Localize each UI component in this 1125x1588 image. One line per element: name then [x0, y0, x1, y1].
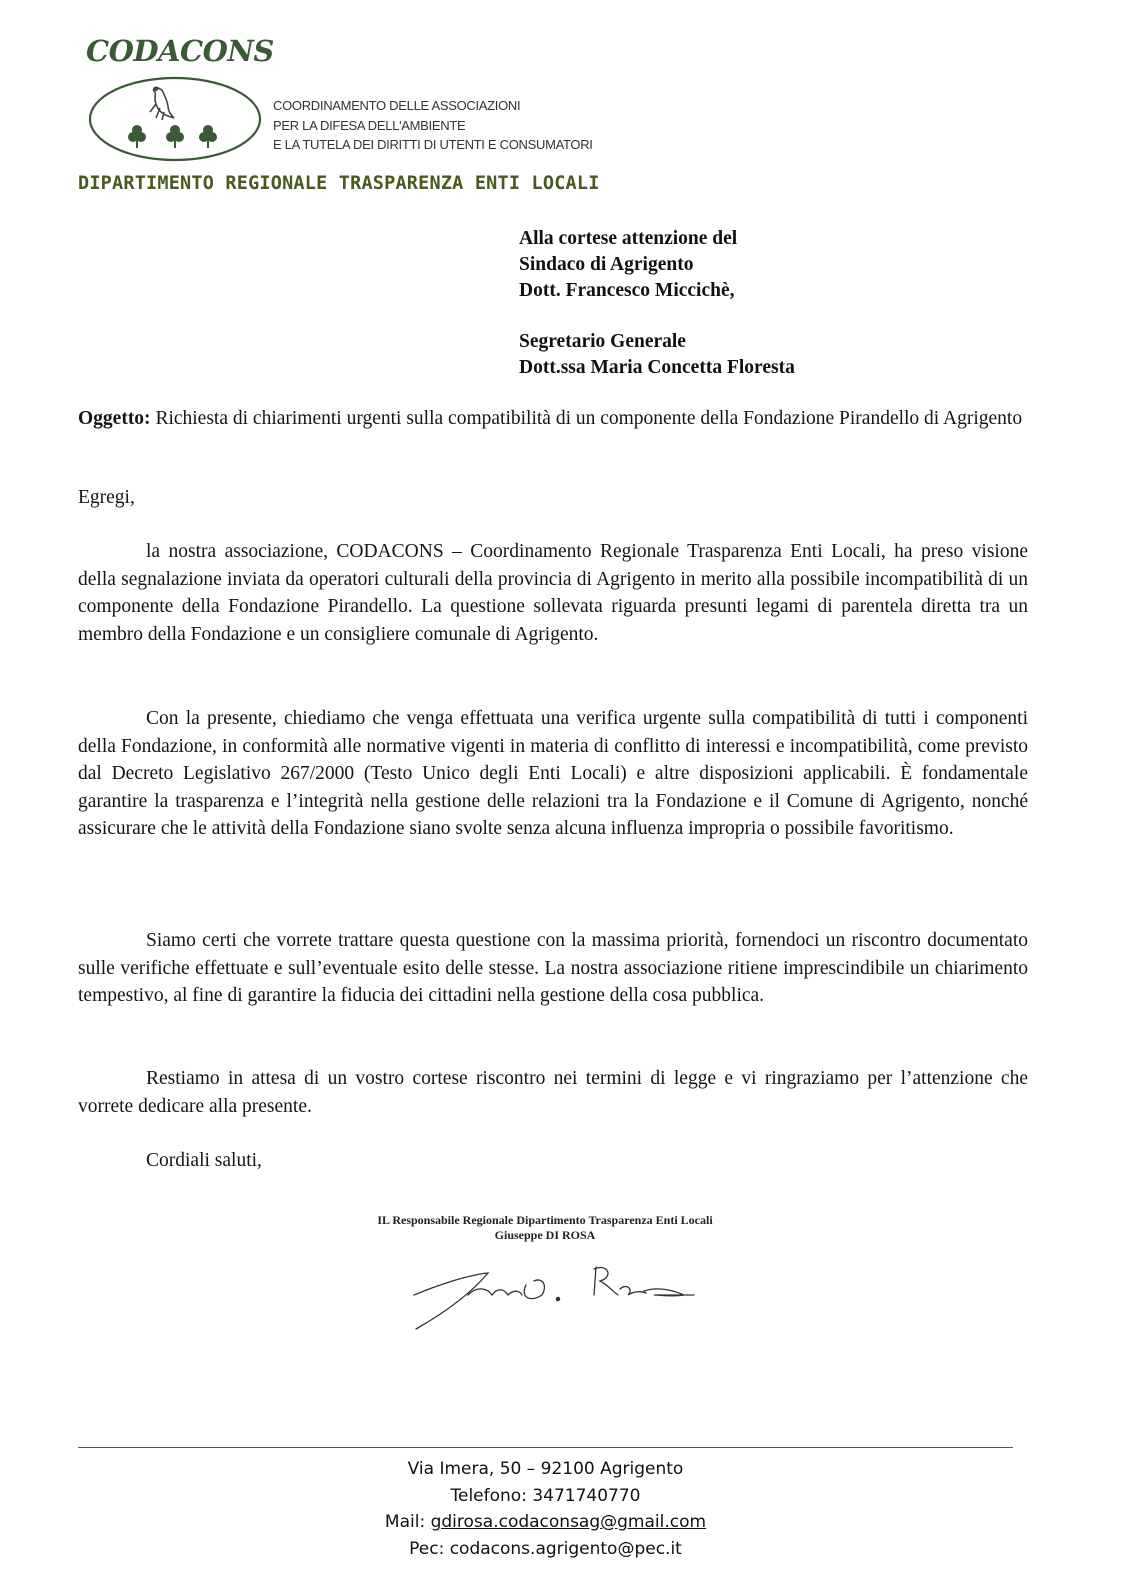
body-paragraph: Restiamo in attesa di un vostro cortese riscontro nei termini di legge e vi ringraziamo per l’attenzione che vorrete dedicare alla presente.: [78, 1068, 1028, 1117]
eagle-icon: [150, 87, 174, 120]
subject: [78, 405, 1028, 433]
footer-pec: Pec: codacons.agrigento@pec.it: [409, 1538, 682, 1559]
signature-role: IL Responsabile Regionale Dipartimento Trasparenza Enti Locali: [377, 1213, 713, 1227]
footer-mail-label: Mail:: [384, 1512, 431, 1532]
logo-tagline: [273, 96, 593, 155]
closing: Cordiali saluti,: [146, 1150, 262, 1171]
handwritten-signature: [408, 1255, 698, 1335]
recipients-block: [519, 226, 795, 381]
greeting: Egregi,: [78, 487, 135, 508]
clover-icon: [128, 125, 217, 148]
recipient-line: Dott.ssa Maria Concetta Floresta: [519, 357, 795, 379]
subject-label: Oggetto:: [78, 408, 151, 429]
body-paragraph: Siamo certi che vorrete trattare questa questione con la massima priorità, fornendoci un riscontro documentato sulle verifiche effettuate e sull’eventuale esito delle stesse. La nostra associazione ritiene imprescindibile un chiarimento tempestivo, al fine di garantire la fiducia dei cittadini nella gestione della cosa pubblica.: [78, 930, 1028, 1007]
recipient-line: Alla cortese attenzione del: [519, 228, 738, 249]
subject-text: Richiesta di chiarimenti urgenti sulla compatibilità di un componente della Fondazione Pirandello di Agrigento: [150, 408, 1023, 429]
department-title: DIPARTIMENTO REGIONALE TRASPARENZA ENTI LOCALI: [78, 173, 600, 194]
codacons-logo: [88, 74, 268, 166]
footer-mail-link[interactable]: gdirosa.codaconsag@gmail.com: [430, 1512, 707, 1532]
footer: [78, 1456, 1013, 1562]
signature-block: [150, 1213, 940, 1243]
signature-name: Giuseppe DI ROSA: [494, 1228, 596, 1242]
recipient-line: Dott. Francesco Miccichè,: [519, 279, 735, 301]
tagline-line: PER LA DIFESA DELL'AMBIENTE: [273, 117, 466, 133]
body-paragraph: la nostra associazione, CODACONS – Coordinamento Regionale Trasparenza Enti Locali, ha preso visione della segnalazione inviata da operatori culturali della provincia di Agrigento in merito alla possibile incompatibilità di un componente della Fondazione Pirandello. La questione sollevata riguarda presunti legami di parentela diretta tra un membro della Fondazione e un consigliere comunale di Agrigento.: [78, 541, 1028, 645]
recipient-line: Segretario Generale: [519, 331, 686, 353]
footer-divider: [78, 1447, 1013, 1448]
footer-phone: Telefono: 3471740770: [450, 1485, 641, 1506]
footer-mail: [78, 1509, 1013, 1536]
tagline-line: E LA TUTELA DEI DIRITTI DI UTENTI E CONSUMATORI: [273, 137, 593, 152]
brand-name: CODACONS: [86, 34, 274, 68]
tagline-line: COORDINAMENTO DELLE ASSOCIAZIONI: [273, 98, 521, 113]
recipient-line: Sindaco di Agrigento: [519, 253, 694, 275]
body-paragraph: Con la presente, chiediamo che venga effettuata una verifica urgente sulla compatibilità di tutti i componenti della Fondazione, in conformità alle normative vigenti in materia di conflitto di interessi e incompatibilità, come previsto dal Decreto Legislativo 267/2000 (Testo Unico degli Enti Locali) e altre disposizioni applicabili. È fondamentale garantire la trasparenza e l’integrità nella gestione delle relazioni tra la Fondazione e il Comune di Agrigento, nonché assicurare che le attività della Fondazione siano svolte senza alcuna influenza impropria o possibile favoritismo.: [78, 708, 1028, 840]
footer-address: Via Imera, 50 – 92100 Agrigento: [407, 1459, 684, 1479]
